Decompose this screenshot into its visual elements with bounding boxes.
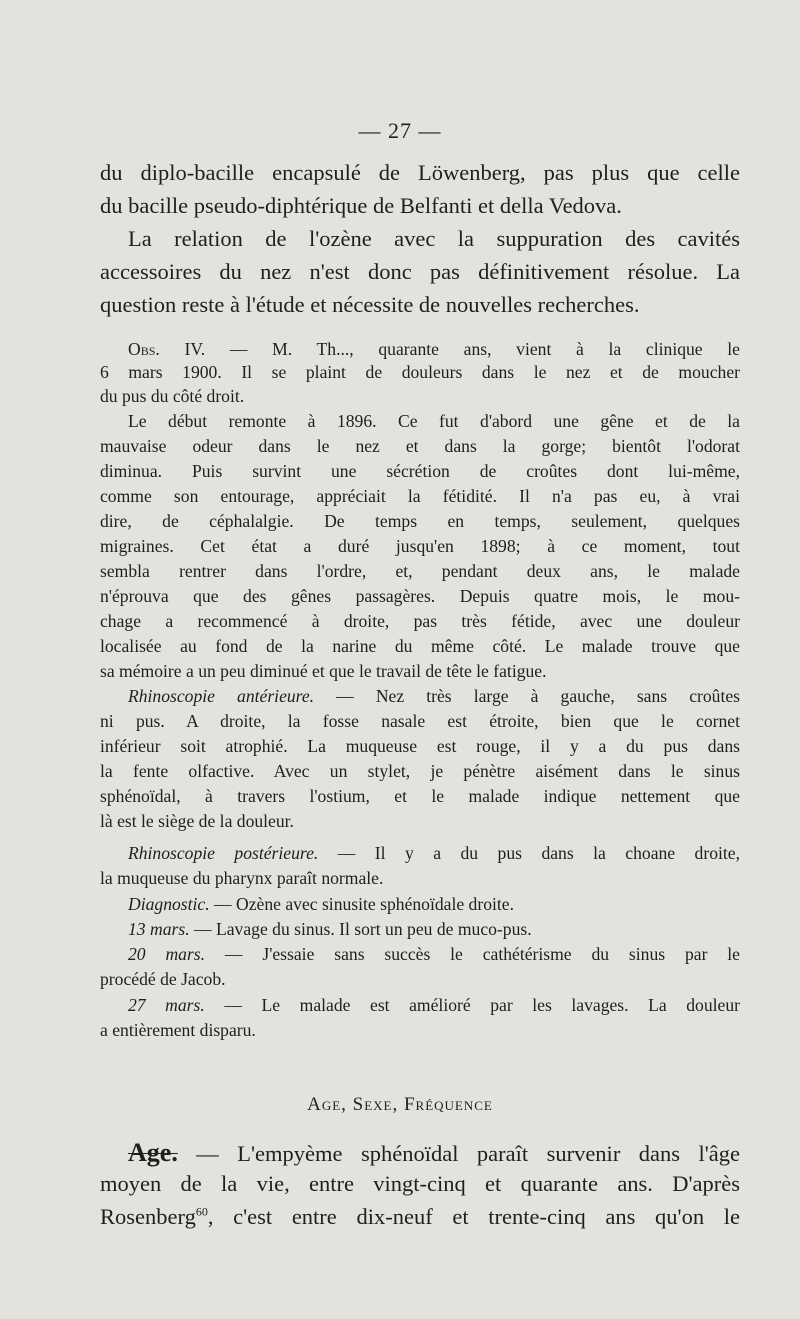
text-line: accessoires du nez n'est donc pas définitivement résolue. La <box>100 259 740 284</box>
text-line: La relation de l'ozène avec la suppuration des cavités <box>128 226 740 251</box>
text-line: du pus du côté droit. <box>100 386 245 406</box>
text-line: comme son entourage, appréciait la fétidité. Il n'a pas eu, à vrai <box>100 486 740 506</box>
text-line: sembla rentrer dans l'ordre, et, pendant deux ans, le malade <box>100 561 740 581</box>
text-line: procédé de Jacob. <box>100 969 226 989</box>
date-label: 20 mars. <box>128 944 206 964</box>
text-line: la muqueuse du pharynx paraît normale. <box>100 868 384 888</box>
diagnostic-line <box>128 894 740 915</box>
rhino-post-label: Rhinoscopie postérieure. <box>128 843 319 863</box>
date-line-20 <box>128 944 740 965</box>
text-line: la fente olfactive. Avec un stylet, je pénètre aisément dans le sinus <box>100 761 740 781</box>
date-line-13 <box>128 919 740 940</box>
obs-text: — M. Th..., quarante ans, vient à la clinique le <box>205 339 740 359</box>
text-line: sphénoïdal, à travers l'ostium, et le malade indique nettement que <box>100 786 740 806</box>
obs-heading-line <box>128 339 740 360</box>
rhino-ant-line <box>128 686 740 707</box>
rhino-ant-text: — Nez très large à gauche, sans croûtes <box>314 686 741 706</box>
section-heading: Age, Sexe, Fréquence <box>307 1094 493 1115</box>
text-line: moyen de la vie, entre vingt-cinq et quarante ans. D'après <box>100 1171 740 1196</box>
diagnostic-label: Diagnostic. <box>128 894 210 914</box>
date-text: — Le malade est amélioré par les lavages. La douleur <box>204 995 740 1015</box>
rhino-post-line <box>128 843 740 864</box>
text-line: question reste à l'étude et nécessite de nouvelles recherches. <box>100 292 640 317</box>
date-line-27 <box>128 995 740 1016</box>
text-line: mauvaise odeur dans le nez et dans la gorge; bientôt l'odorat <box>100 436 740 456</box>
age-line <box>128 1138 740 1168</box>
text-line: a entièrement disparu. <box>100 1020 256 1040</box>
text-fragment: , c'est entre dix-neuf et trente-cinq ans qu'on le <box>207 1204 740 1229</box>
text-line: du diplo-bacille encapsulé de Löwenberg, pas plus que celle <box>100 160 740 185</box>
text-line: inférieur soit atrophié. La muqueuse est rouge, il y a du pus dans <box>100 736 740 756</box>
date-text: — J'essaie sans succès le cathétérisme du sinus par le <box>205 944 740 964</box>
rhino-post-text: — Il y a du pus dans la choane droite, <box>318 843 740 863</box>
date-text: — Lavage du sinus. Il sort un peu de muco-pus. <box>189 919 532 939</box>
text-line: du bacille pseudo-diphtérique de Belfanti et della Vedova. <box>100 193 622 218</box>
rhino-ant-label: Rhinoscopie antérieure. <box>128 686 315 706</box>
text-line: 6 mars 1900. Il se plaint de douleurs dans le nez et de moucher <box>100 362 740 382</box>
author-name: Rosenberg <box>100 1204 196 1229</box>
text-line: sa mémoire a un peu diminué et que le travail de tête le fatigue. <box>100 661 547 681</box>
text-line: là est le siège de la douleur. <box>100 811 294 831</box>
obs-label: Obs. IV. <box>128 339 206 359</box>
text-line: ni pus. A droite, la fosse nasale est étroite, bien que le cornet <box>100 711 740 731</box>
text-line: chage a recommencé à droite, pas très fétide, avec une douleur <box>100 611 740 631</box>
page-number: — 27 — <box>358 118 442 143</box>
text-line: diminua. Puis survint une sécrétion de croûtes dont lui-même, <box>100 461 740 481</box>
text-line: dire, de céphalalgie. De temps en temps, seulement, quelques <box>100 511 740 531</box>
date-label: 13 mars. <box>128 919 190 939</box>
date-label: 27 mars. <box>128 995 205 1015</box>
text-line: Le début remonte à 1896. Ce fut d'abord une gêne et de la <box>128 411 740 431</box>
footnote-ref: 60 <box>195 1204 208 1219</box>
text-line: localisée au fond de la narine du même côté. Le malade trouve que <box>100 636 740 656</box>
text-line-ref <box>100 1204 740 1230</box>
age-label: Age. <box>128 1138 178 1167</box>
text-line: n'éprouva que des gênes passagères. Depuis quatre mois, le mou- <box>100 586 740 606</box>
age-text: — L'empyème sphénoïdal paraît survenir dans l'âge <box>177 1141 740 1166</box>
text-line: migraines. Cet état a duré jusqu'en 1898; à ce moment, tout <box>100 536 740 556</box>
diagnostic-text: — Ozène avec sinusite sphénoïdale droite. <box>209 894 514 914</box>
